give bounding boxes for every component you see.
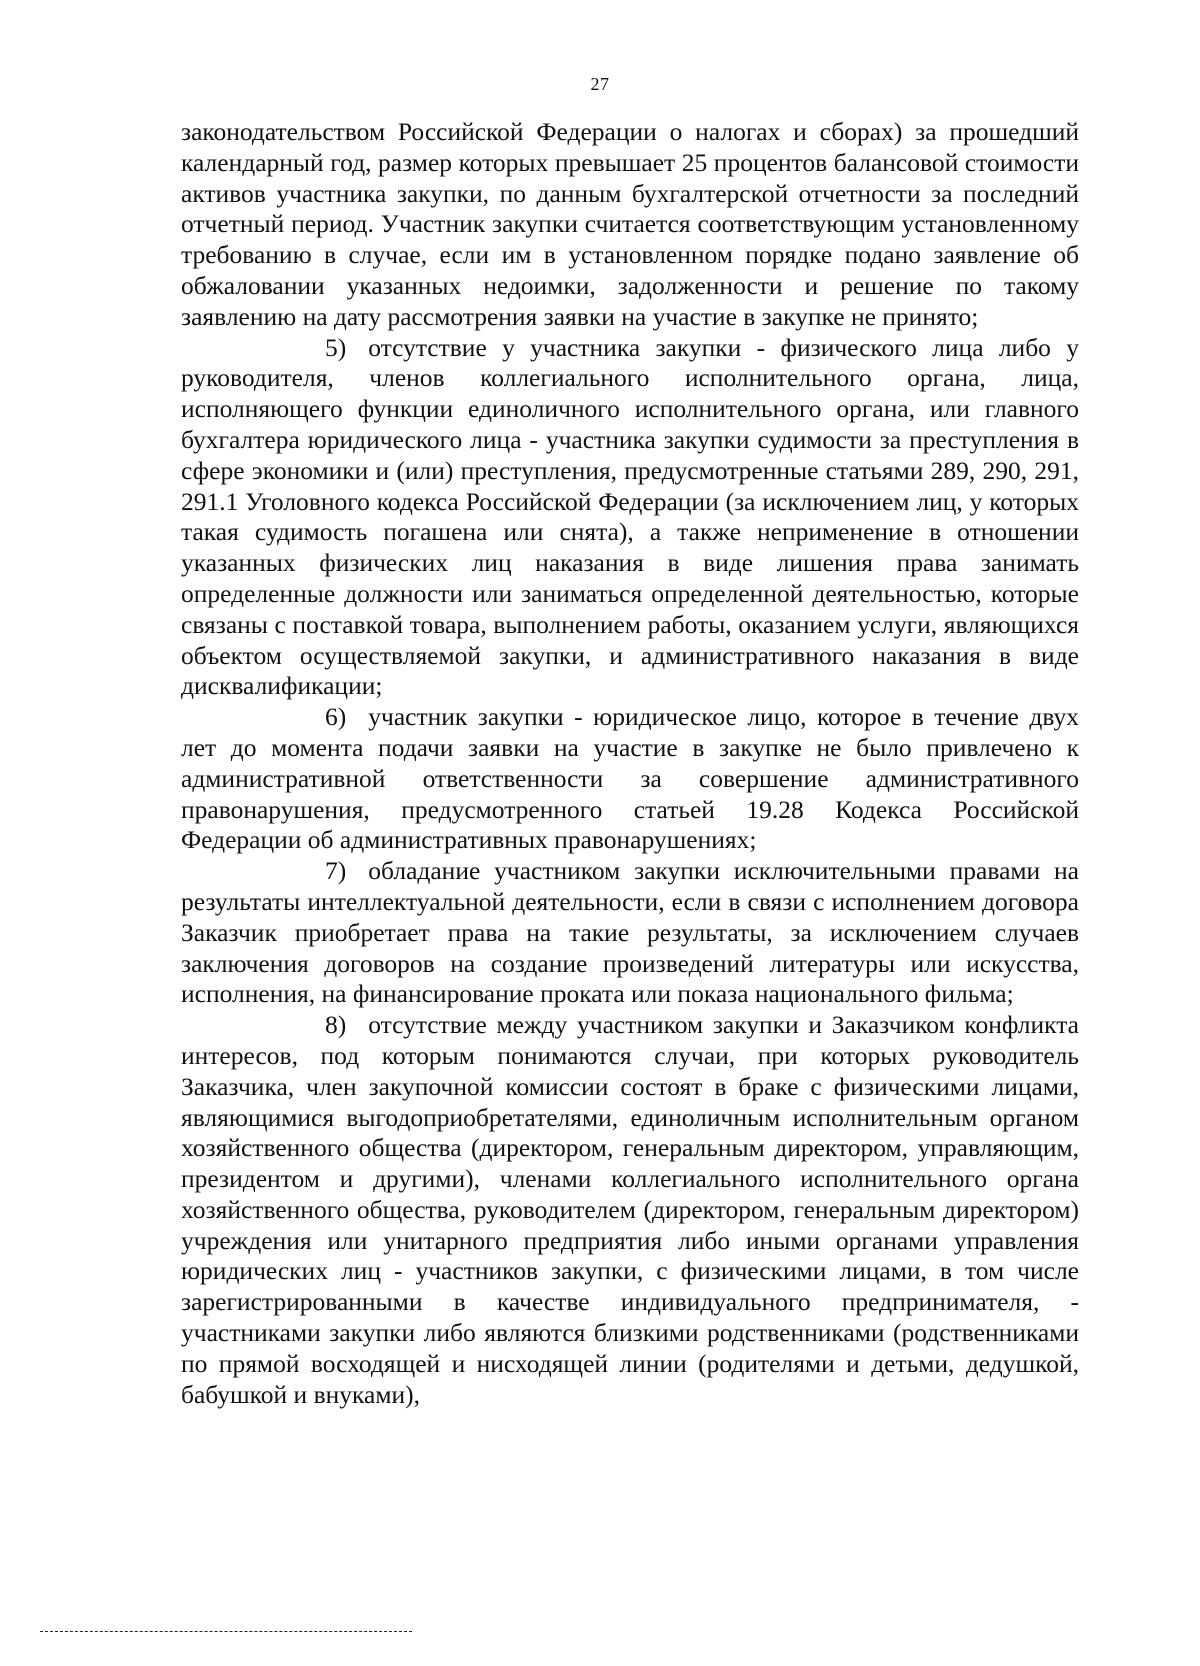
list-item-number: 8) — [325, 1010, 347, 1040]
list-item-6 — [181, 702, 1079, 856]
list-item-number: 6) — [325, 702, 347, 732]
document-body — [181, 117, 1079, 1410]
list-item-5 — [181, 333, 1079, 703]
list-item-text: участник закупки - юридическое лицо, которое в течение двух лет до момента подачи заявки на участие в закупке не было привлечено к административной ответственности за совершение административного правонарушения, предусмотренного статьей 19.28 Кодекса Российской Федерации об административных правонарушениях; — [181, 702, 1079, 855]
footer-divider — [40, 1631, 412, 1632]
list-item-8 — [181, 1010, 1079, 1410]
list-item-number: 7) — [325, 856, 347, 886]
list-item-number: 5) — [325, 332, 347, 362]
list-item-text: отсутствие у участника закупки - физического лица либо у руководителя, членов коллегиального исполнительного органа, лица, исполняющего функции единоличного исполнительного органа, или главного бухгалтера юридического лица - участника закупки судимости за преступления в сфере экономики и (или) преступления, предусмотренные статьями 289, 290, 291, 291.1 Уголовного кодекса Российской Федерации (за исключением лиц, у которых такая судимость погашена или снята), а также неприменение в отношении указанных физических лиц наказания в виде лишения права занимать определенные должности или заниматься определенной деятельностью, которые связаны с поставкой товара, выполнением работы, оказанием услуги, являющихся объектом осуществляемой закупки, и административного наказания в виде дисквалификации; — [181, 332, 1079, 701]
list-item-text: обладание участником закупки исключительными правами на результаты интеллектуальной деятельности, если в связи с исполнением договора Заказчик приобретает права на такие результаты, за исключением случаев заключения договоров на создание произведений литературы или искусства, исполнения, на финансирование проката или показа национального фильма; — [181, 856, 1079, 1009]
paragraph-continuation — [181, 117, 1079, 333]
paragraph-text: законодательством Российской Федерации о налогах и сборах) за прошедший календарный год, размер которых превышает 25 процентов балансовой стоимости активов участника закупки, по данным бухгалтерской отчетности за последний отчетный период. Участник закупки считается соответствующим установленному требованию в случае, если им в установленном порядке подано заявление об обжаловании указанных недоимки, задолженности и решение по такому заявлению на дату рассмотрения заявки на участие в закупке не принято; — [181, 117, 1079, 331]
page-number: 27 — [590, 74, 610, 94]
list-item-text: отсутствие между участником закупки и Заказчиком конфликта интересов, под которым понимаются случаи, при которых руководитель Заказчика, член закупочной комиссии состоят в браке с физическими лицами, являющимися выгодоприобретателями, единоличным исполнительным органом хозяйственного общества (директором, генеральным директором, управляющим, президентом и другими), членами коллегиального исполнительного органа хозяйственного общества, руководителем (директором, генеральным директором) учреждения или унитарного предприятия либо иными органами управления юридических лиц - участников закупки, с физическими лицами, в том числе зарегистрированными в качестве индивидуального предпринимателя, - участниками закупки либо являются близкими родственниками (родственниками по прямой восходящей и нисходящей линии (родителями и детьми, дедушкой, бабушкой и внуками), — [181, 1010, 1079, 1409]
list-item-7 — [181, 856, 1079, 1010]
